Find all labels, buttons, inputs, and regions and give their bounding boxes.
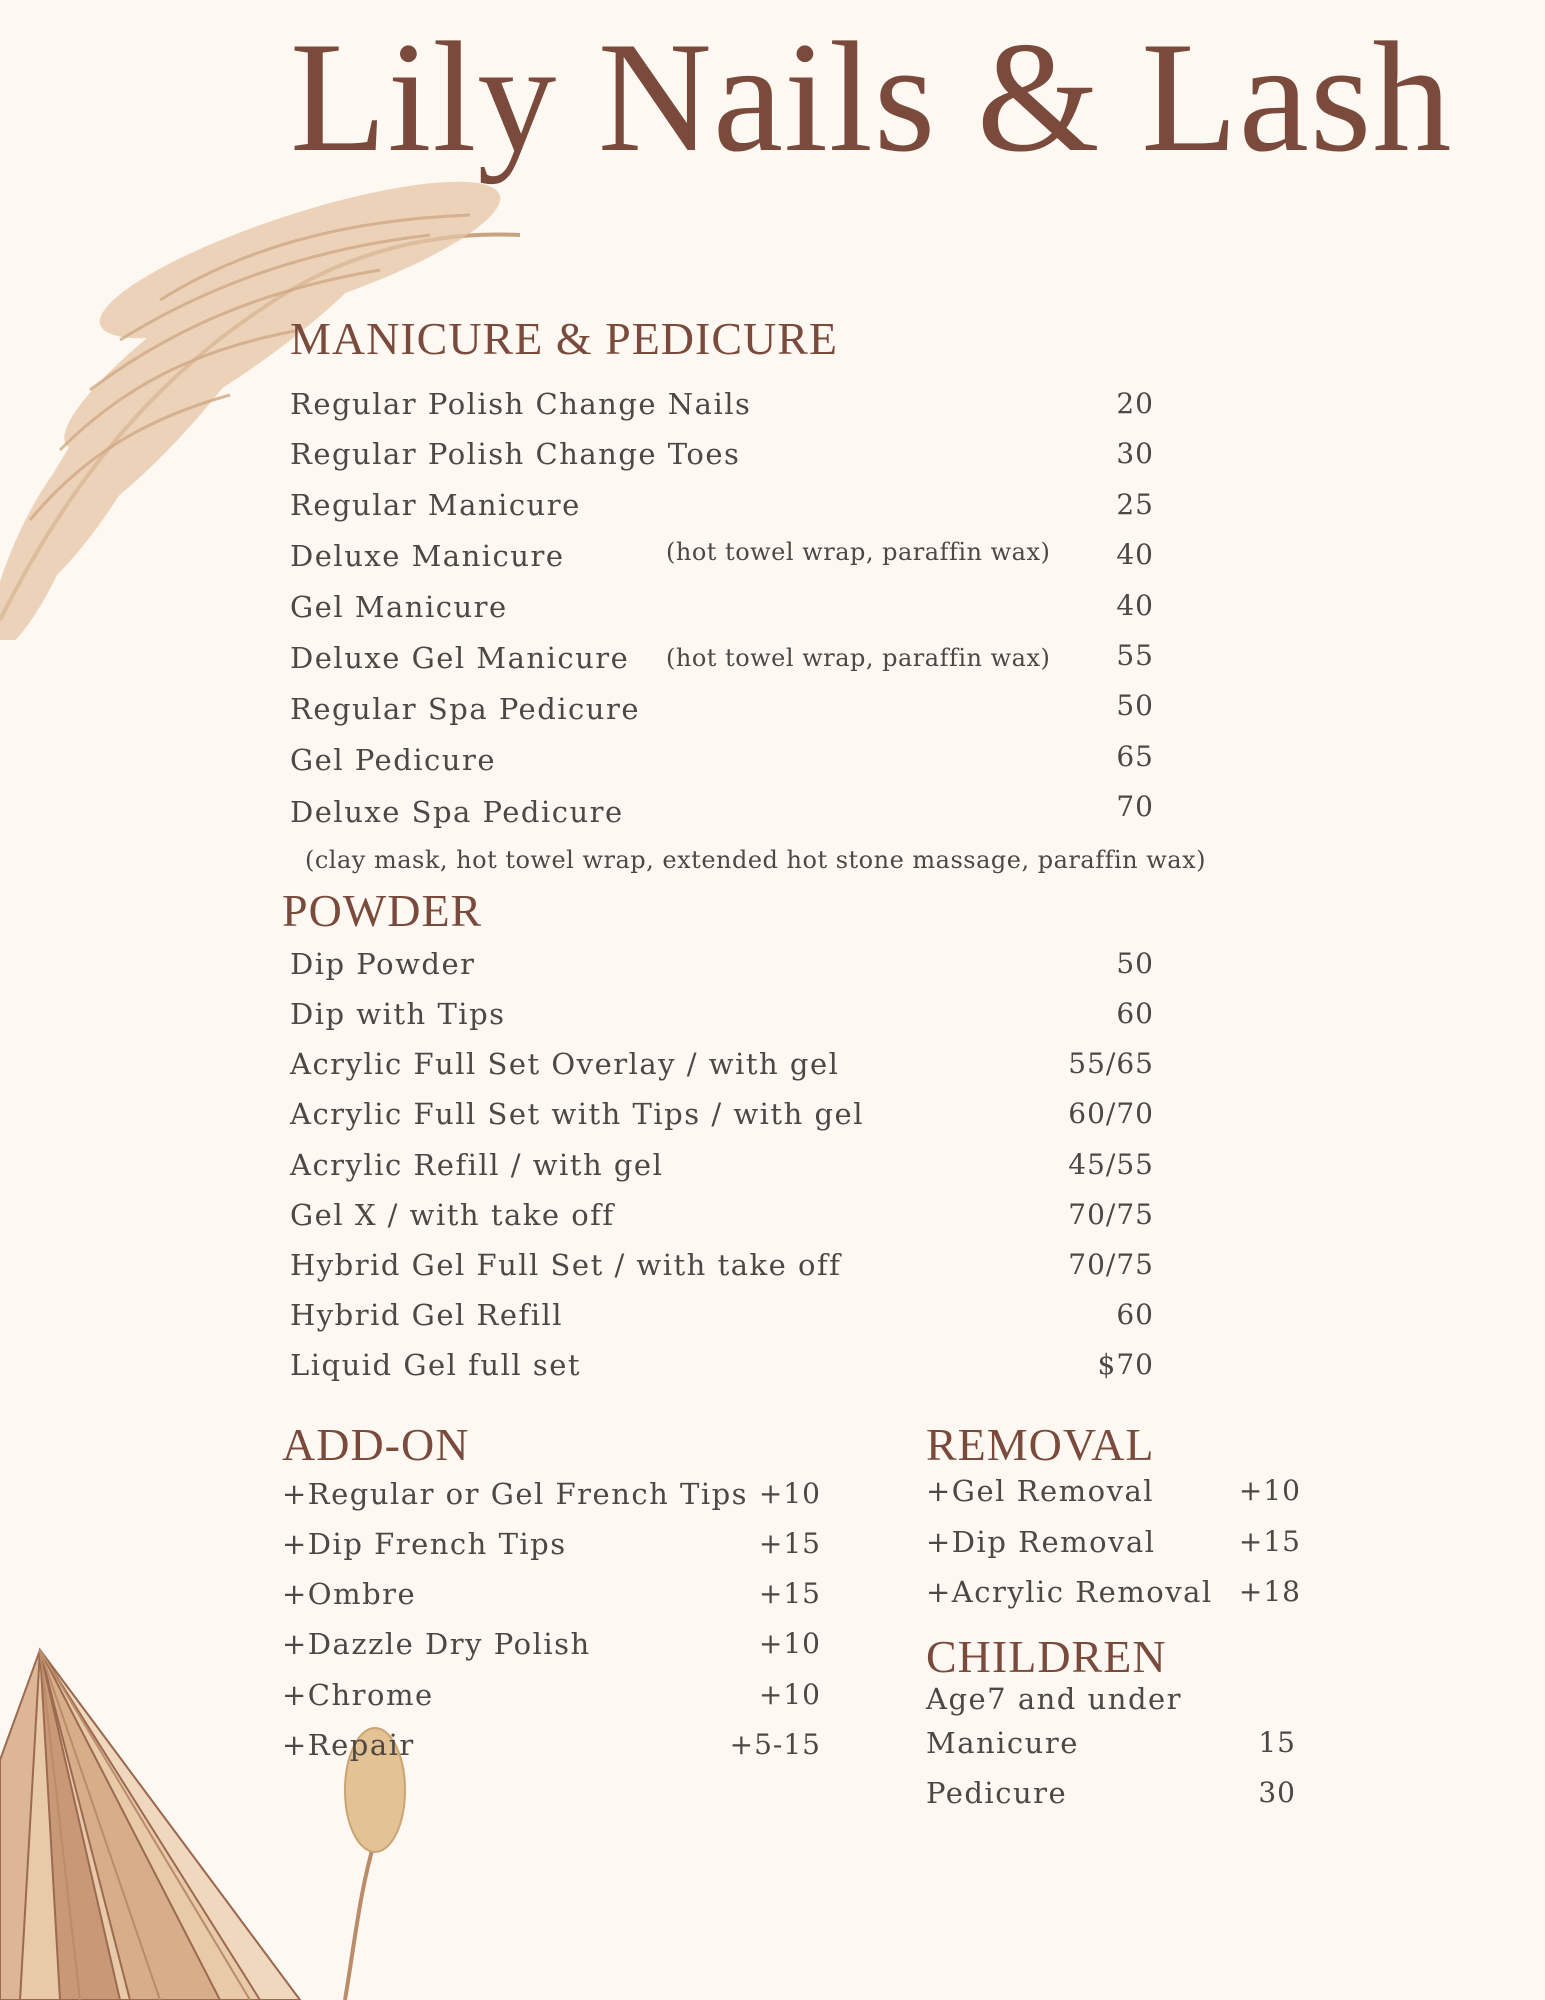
addon-name: +Repair <box>282 1728 415 1762</box>
children-service-price: 30 <box>1258 1776 1296 1809</box>
service-price: 60 <box>1116 1298 1154 1331</box>
children-heading: CHILDREN <box>926 1631 1167 1682</box>
addon-price: +10 <box>758 1627 821 1660</box>
service-name: Hybrid Gel Refill <box>290 1298 564 1332</box>
removal-price: +18 <box>1238 1575 1301 1608</box>
service-price: 70/75 <box>1068 1198 1154 1231</box>
service-price: 55/65 <box>1068 1047 1154 1080</box>
service-name: Deluxe Manicure <box>290 539 565 573</box>
addon-name: +Regular or Gel French Tips <box>282 1477 749 1511</box>
service-name: Regular Spa Pedicure <box>290 692 640 726</box>
service-name: Acrylic Full Set Overlay / with gel <box>290 1047 840 1081</box>
service-name: Liquid Gel full set <box>290 1348 582 1382</box>
addon-price: +10 <box>758 1477 821 1510</box>
service-name: Deluxe Spa Pedicure <box>290 795 624 829</box>
addon-price: +5-15 <box>729 1728 821 1761</box>
addon-price: +15 <box>758 1527 821 1560</box>
service-name: Acrylic Full Set with Tips / with gel <box>290 1097 864 1131</box>
business-title: Lily Nails & Lash <box>290 10 1453 185</box>
service-name: Regular Polish Change Nails <box>290 387 752 421</box>
removal-price: +10 <box>1238 1474 1301 1507</box>
children-age-note: Age7 and under <box>926 1682 1183 1716</box>
service-price: 65 <box>1116 740 1154 773</box>
service-name: Regular Polish Change Toes <box>290 437 741 471</box>
children-service-price: 15 <box>1258 1726 1296 1759</box>
removal-heading: REMOVAL <box>926 1419 1155 1470</box>
service-price: 20 <box>1116 387 1154 420</box>
service-price: 55 <box>1116 639 1154 672</box>
service-name: Dip Powder <box>290 947 476 981</box>
addon-name: +Dip French Tips <box>282 1527 567 1561</box>
service-name: Dip with Tips <box>290 997 506 1031</box>
service-price: 70/75 <box>1068 1248 1154 1281</box>
removal-name: +Dip Removal <box>926 1525 1156 1559</box>
service-price: 25 <box>1116 488 1154 521</box>
service-price: 45/55 <box>1068 1148 1154 1181</box>
service-name: Regular Manicure <box>290 488 581 522</box>
service-name: Gel X / with take off <box>290 1198 615 1232</box>
addon-name: +Ombre <box>282 1577 417 1611</box>
service-note: (hot towel wrap, paraffin wax) <box>666 538 1051 566</box>
service-name: Hybrid Gel Full Set / with take off <box>290 1248 842 1282</box>
service-price: $70 <box>1097 1348 1154 1381</box>
service-name: Deluxe Gel Manicure <box>290 641 630 675</box>
service-name: Gel Manicure <box>290 590 508 624</box>
children-service-name: Pedicure <box>926 1776 1068 1810</box>
deluxe-pedicure-footnote: (clay mask, hot towel wrap, extended hot stone massage, paraffin wax) <box>305 846 1206 874</box>
addon-heading: ADD-ON <box>282 1419 470 1470</box>
removal-price: +15 <box>1238 1525 1301 1558</box>
service-price: 60 <box>1116 997 1154 1030</box>
service-name: Gel Pedicure <box>290 743 496 777</box>
service-price: 60/70 <box>1068 1097 1154 1130</box>
addon-name: +Dazzle Dry Polish <box>282 1627 591 1661</box>
service-price: 50 <box>1116 689 1154 722</box>
addon-price: +10 <box>758 1678 821 1711</box>
addon-price: +15 <box>758 1577 821 1610</box>
service-price: 70 <box>1116 790 1154 823</box>
manicure-pedicure-heading: MANICURE & PEDICURE <box>290 313 839 364</box>
service-price: 40 <box>1116 538 1154 571</box>
service-price: 50 <box>1116 947 1154 980</box>
removal-name: +Gel Removal <box>926 1474 1155 1508</box>
children-service-name: Manicure <box>926 1726 1079 1760</box>
removal-name: +Acrylic Removal <box>926 1575 1213 1609</box>
powder-heading: POWDER <box>282 885 483 936</box>
addon-name: +Chrome <box>282 1678 434 1712</box>
service-price: 30 <box>1116 437 1154 470</box>
service-price: 40 <box>1116 589 1154 622</box>
service-note: (hot towel wrap, paraffin wax) <box>666 644 1051 672</box>
service-name: Acrylic Refill / with gel <box>290 1148 664 1182</box>
